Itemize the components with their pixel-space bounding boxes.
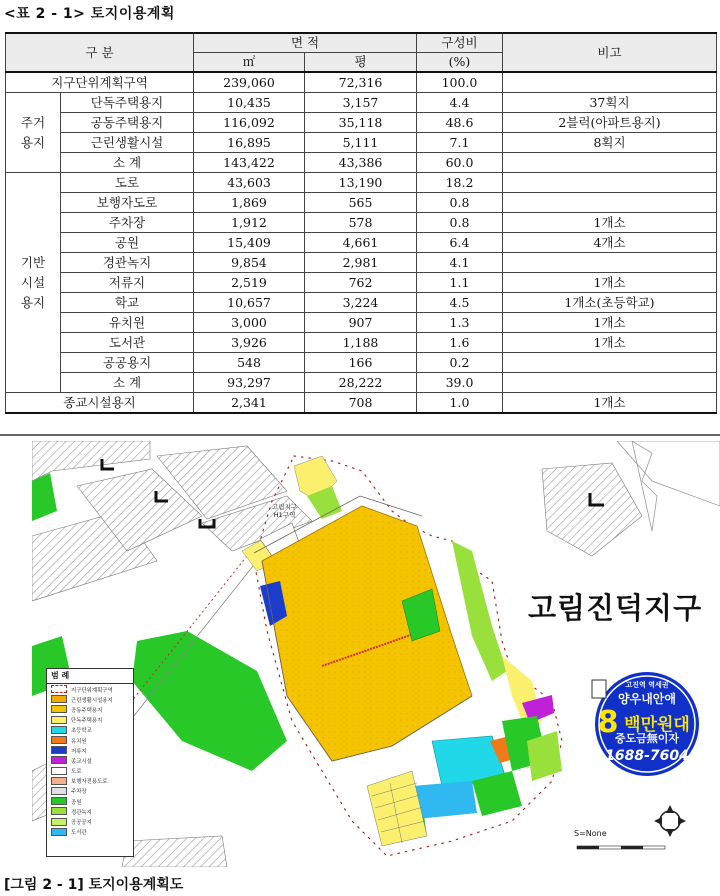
cell-note: 1개소	[503, 333, 717, 353]
header-ratio-unit: (%)	[417, 53, 503, 73]
row-label: 도서관	[61, 333, 194, 353]
cell-m2: 116,092	[194, 113, 305, 133]
legend-item: 공원	[47, 796, 133, 806]
row-label: 유치원	[61, 313, 194, 333]
cell-m2: 10,435	[194, 93, 305, 113]
legend-swatch	[51, 716, 67, 724]
cell-note: 2블럭(아파트용지)	[503, 113, 717, 133]
cell-pyeong: 5,111	[305, 133, 417, 153]
table-row-religious	[6, 393, 717, 414]
cell-ratio: 7.1	[417, 133, 503, 153]
cell-pyeong: 4,661	[305, 233, 417, 253]
cell-pyeong: 578	[305, 213, 417, 233]
scale-bar	[577, 846, 665, 849]
advertisement-badge[interactable]	[590, 672, 704, 776]
section-divider	[0, 434, 720, 436]
cell-m2: 143,422	[194, 153, 305, 173]
row-label: 소 계	[61, 153, 194, 173]
legend-swatch	[51, 818, 67, 826]
legend-item: 단독주택용지	[47, 715, 133, 725]
cell-ratio: 4.5	[417, 293, 503, 313]
map-legend	[46, 668, 134, 857]
cell-note: 1개소	[503, 313, 717, 333]
legend-item: 초등학교	[47, 725, 133, 735]
cell-note: 1개소(초등학교)	[503, 293, 717, 313]
cell-ratio: 39.0	[417, 373, 503, 393]
legend-swatch	[51, 685, 67, 693]
table-row	[6, 353, 717, 373]
legend-swatch	[51, 777, 67, 785]
group-residential: 주거 용지	[6, 93, 61, 173]
cell-m2: 2,341	[194, 393, 305, 414]
legend-item: 지구단위계획구역	[47, 684, 133, 694]
cell-ratio: 1.6	[417, 333, 503, 353]
table-row	[6, 313, 717, 333]
legend-item: 공동주택용지	[47, 704, 133, 714]
legend-item: 근린생활시설용지	[47, 694, 133, 704]
cell-note: 4개소	[503, 233, 717, 253]
cell-ratio: 4.4	[417, 93, 503, 113]
cell-pyeong: 35,118	[305, 113, 417, 133]
table-row	[6, 193, 717, 213]
cell-pyeong: 3,224	[305, 293, 417, 313]
scale-text: S=None	[574, 829, 607, 838]
row-label: 보행자도로	[61, 193, 194, 213]
cell-pyeong: 72,316	[305, 72, 417, 93]
cell-m2: 15,409	[194, 233, 305, 253]
cell-pyeong: 166	[305, 353, 417, 373]
cell-pyeong: 28,222	[305, 373, 417, 393]
cell-ratio: 1.0	[417, 393, 503, 414]
cell-m2: 548	[194, 353, 305, 373]
cell-ratio: 0.2	[417, 353, 503, 373]
legend-item: 종교시설	[47, 755, 133, 765]
table-row	[6, 293, 717, 313]
cell-m2: 3,926	[194, 333, 305, 353]
header-area-m2: ㎡	[194, 53, 305, 73]
cell-ratio: 1.3	[417, 313, 503, 333]
table-row	[6, 113, 717, 133]
legend-item: 도로	[47, 766, 133, 776]
cell-pyeong: 2,981	[305, 253, 417, 273]
row-label: 도로	[61, 173, 194, 193]
legend-swatch	[51, 807, 67, 815]
row-label: 종교시설용지	[6, 393, 194, 414]
cell-note: 37획지	[503, 93, 717, 113]
cell-note	[503, 173, 717, 193]
legend-swatch	[51, 746, 67, 754]
land-use-map	[32, 441, 720, 867]
cell-ratio: 60.0	[417, 153, 503, 173]
cell-note: 1개소	[503, 213, 717, 233]
header-area: 면 적	[194, 33, 417, 53]
cell-note	[503, 253, 717, 273]
cell-pyeong: 1,188	[305, 333, 417, 353]
cell-m2: 239,060	[194, 72, 305, 93]
row-label: 소 계	[61, 373, 194, 393]
legend-swatch	[51, 767, 67, 775]
cell-ratio: 1.1	[417, 273, 503, 293]
row-label: 지구단위계획구역	[6, 72, 194, 93]
cell-m2: 1,869	[194, 193, 305, 213]
row-label: 저류지	[61, 273, 194, 293]
group-infrastructure: 기반 시설 용지	[6, 173, 61, 393]
cell-m2: 2,519	[194, 273, 305, 293]
figure-caption: [그림 2 - 1] 토지이용계획도	[4, 877, 184, 893]
cell-ratio: 6.4	[417, 233, 503, 253]
cell-ratio: 18.2	[417, 173, 503, 193]
cell-pyeong: 3,157	[305, 93, 417, 113]
table-row-total	[6, 72, 717, 93]
row-label: 학교	[61, 293, 194, 313]
cell-ratio: 4.1	[417, 253, 503, 273]
legend-title: 범 례	[47, 669, 133, 684]
legend-item: 보행자전용도로	[47, 776, 133, 786]
legend-item: 도서관	[47, 827, 133, 837]
cell-note	[503, 153, 717, 173]
cell-note: 1개소	[503, 273, 717, 293]
legend-item: 공공공지	[47, 816, 133, 826]
cell-ratio: 48.6	[417, 113, 503, 133]
cell-pyeong: 43,386	[305, 153, 417, 173]
cell-note	[503, 72, 717, 93]
cell-m2: 9,854	[194, 253, 305, 273]
district-label: 고림진덕지구	[528, 591, 703, 625]
table-row	[6, 333, 717, 353]
cell-ratio: 100.0	[417, 72, 503, 93]
row-label: 공공용지	[61, 353, 194, 373]
cell-pyeong: 13,190	[305, 173, 417, 193]
cell-ratio: 0.8	[417, 213, 503, 233]
ad-line1: 고진역 역세권	[625, 681, 669, 689]
legend-swatch	[51, 705, 67, 713]
cell-m2: 93,297	[194, 373, 305, 393]
cell-note	[503, 193, 717, 213]
legend-swatch	[51, 695, 67, 703]
legend-swatch	[51, 828, 67, 836]
cell-ratio: 0.8	[417, 193, 503, 213]
legend-item: 저류지	[47, 745, 133, 755]
cell-m2: 3,000	[194, 313, 305, 333]
ad-line4: 중도금無이자	[614, 732, 680, 745]
header-area-pyeong: 평	[305, 53, 417, 73]
cell-m2: 1,912	[194, 213, 305, 233]
cell-note: 1개소	[503, 393, 717, 414]
legend-swatch	[51, 736, 67, 744]
ad-big-number: 8	[597, 705, 619, 740]
legend-item: 경관녹지	[47, 806, 133, 816]
table-caption: <표 2 - 1> 토지이용계획	[4, 6, 175, 22]
cell-pyeong: 907	[305, 313, 417, 333]
legend-swatch	[51, 756, 67, 764]
cell-pyeong: 762	[305, 273, 417, 293]
row-label: 경관녹지	[61, 253, 194, 273]
table-row	[6, 273, 717, 293]
row-label: 공원	[61, 233, 194, 253]
cell-m2: 16,895	[194, 133, 305, 153]
ad-line3: 백만원대	[624, 715, 690, 735]
header-note: 비고	[503, 33, 717, 72]
header-ratio: 구성비	[417, 33, 503, 53]
table-row	[6, 253, 717, 273]
table-header-row	[6, 33, 717, 53]
cell-m2: 10,657	[194, 293, 305, 313]
table-row	[6, 233, 717, 253]
legend-swatch	[51, 726, 67, 734]
ad-phone[interactable]: 1688-7604	[605, 748, 689, 764]
legend-swatch	[51, 797, 67, 805]
cell-pyeong: 565	[305, 193, 417, 213]
cell-pyeong: 708	[305, 393, 417, 414]
cell-note	[503, 353, 717, 373]
row-label: 근린생활시설	[61, 133, 194, 153]
row-label: 단독주택용지	[61, 93, 194, 113]
header-category: 구 분	[6, 33, 194, 72]
row-label: 주차장	[61, 213, 194, 233]
cell-m2: 43,603	[194, 173, 305, 193]
table-row	[6, 213, 717, 233]
legend-swatch	[51, 787, 67, 795]
ad-line2: 양우내안애	[618, 692, 676, 706]
legend-item: 유치원	[47, 735, 133, 745]
table-row-subtotal	[6, 373, 717, 393]
cell-note	[503, 373, 717, 393]
table-row	[6, 133, 717, 153]
area-label: 고림지구 H1구역	[272, 503, 298, 519]
table-row	[6, 93, 717, 113]
table-row-subtotal	[6, 153, 717, 173]
legend-item: 주차장	[47, 786, 133, 796]
row-label: 공동주택용지	[61, 113, 194, 133]
cell-note: 8획지	[503, 133, 717, 153]
table-row	[6, 173, 717, 193]
land-use-table	[5, 32, 717, 414]
